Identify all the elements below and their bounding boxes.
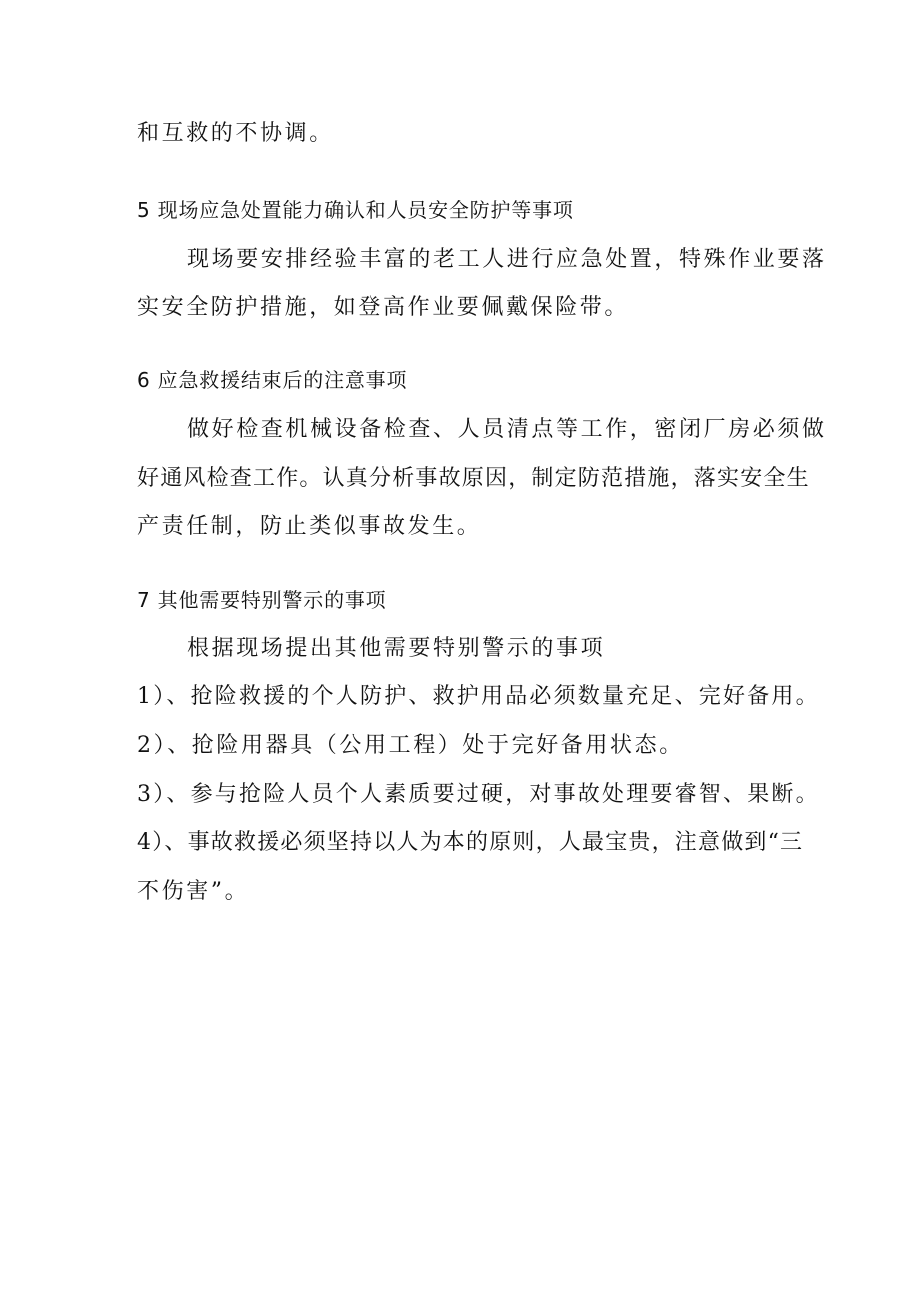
section-5-paragraph-line: 现场要安排经验丰富的老工人进行应急处置，特殊作业要落 [187,247,827,272]
continuation-line: 和互救的不协调。 [137,121,334,146]
section-5-paragraph-line: 实安全防护措施，如登高作业要佩戴保险带。 [137,295,630,320]
section-5-heading: 5 现场应急处置能力确认和人员安全防护等事项 [137,198,574,222]
list-item: 4）、事故救援必须坚持以人为本的原则，人最宝贵，注意做到“三 [137,830,804,855]
section-6-heading: 6 应急救援结束后的注意事项 [137,368,408,392]
list-item: 不伤害”。 [137,879,250,904]
list-item: 1）、抢险救援的个人防护、救护用品必须数量充足、完好备用。 [137,684,820,709]
list-item: 2）、抢险用器具（公用工程）处于完好备用状态。 [137,733,684,758]
section-6-paragraph-line: 产责任制，防止类似事故发生。 [137,514,482,539]
section-7-heading: 7 其他需要特别警示的事项 [137,588,387,612]
section-6-paragraph-line: 好通风检查工作。认真分析事故原因，制定防范措施，落实安全生 [137,466,810,491]
list-item: 3）、参与抢险人员个人素质要过硬，对事故处理要睿智、果断。 [137,782,820,807]
section-7-intro: 根据现场提出其他需要特别警示的事项 [187,636,606,661]
section-6-paragraph-line: 做好检查机械设备检查、人员清点等工作，密闭厂房必须做 [187,417,827,442]
